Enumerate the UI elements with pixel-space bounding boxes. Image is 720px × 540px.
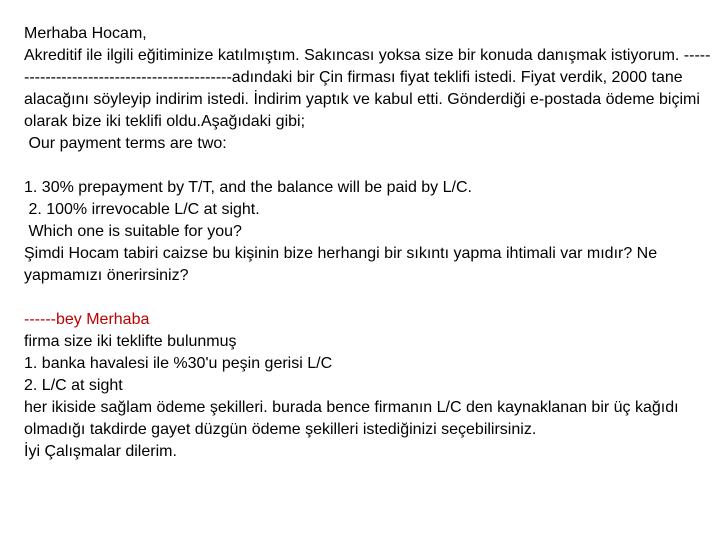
answer-paragraph: her ikiside sağlam ödeme şekilleri. burada bence firmanın L/C den kaynaklanan bir üç kağıdı olmadığı takdirde gayet düzgün ödeme şekilleri istediğinizi seçebilirsiniz. [24,399,679,438]
answer-closing: İyi Çalışmalar dilerim. [24,443,177,460]
spacer [24,287,714,309]
question-section [24,23,714,287]
payment-term-2: 2. 100% irrevocable L/C at sight. [24,201,260,218]
payment-term-1: 1. 30% prepayment by T/T, and the balance will be paid by L/C. [24,179,472,196]
answer-line-1: firma size iki teklifte bulunmuş [24,333,237,350]
quote-intro-line: Our payment terms are two: [24,135,227,152]
question-paragraph: Akreditif ile ilgili eğitiminize katılmıştım. Sakıncası yoksa size bir konuda danışmak istiyorum. --------------------------------------------adındaki bir Çin firması fiyat teklifi istedi. Fiyat verdik, 2000 tane alacağını söyleyip indirim istedi. İndirim yaptık ve kabul etti. Gönderdiği e-postada ödeme biçimi olarak bize iki teklifi oldu.Aşağıdaki gibi; [24,47,711,130]
question-followup: Şimdi Hocam tabiri caizse bu kişinin bize herhangi bir sıkıntı yapma ihtimali var mıdır? Ne yapmamızı önerirsiniz? [24,245,658,284]
message-document [24,23,714,463]
payment-term-question: Which one is suitable for you? [24,223,242,240]
spacer [24,155,714,177]
answer-line-2: 1. banka havalesi ile %30'u peşin gerisi L/C [24,355,333,372]
greeting-line: Merhaba Hocam, [24,25,147,42]
answer-salutation: ------bey Merhaba [24,311,150,328]
answer-line-3: 2. L/C at sight [24,377,123,394]
answer-section [24,309,714,463]
